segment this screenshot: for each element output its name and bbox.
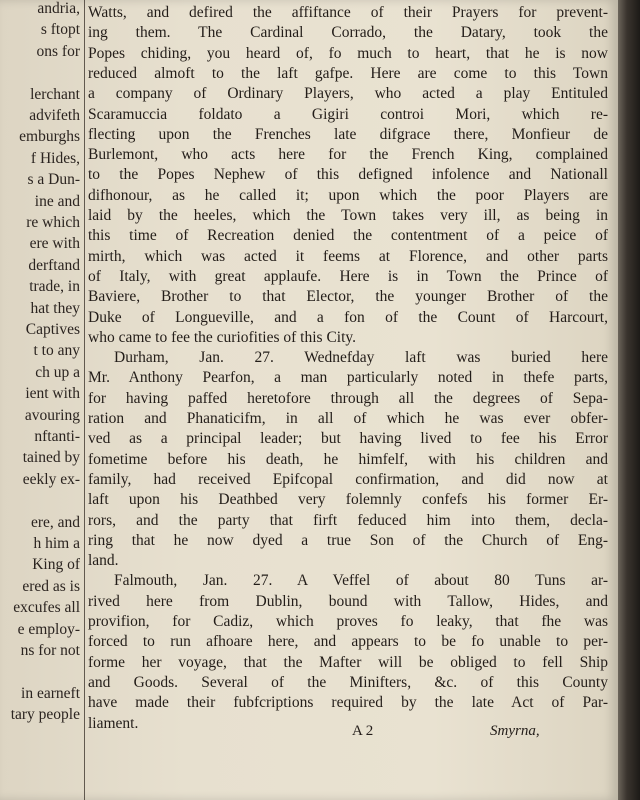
text-line: a company of Ordinary Players, who acted a play Entituled [88,85,608,103]
left-column-line: e employ- [17,620,80,638]
text-line: ing them. The Cardinal Corrado, the Datary, took the [88,24,608,42]
left-column-line: h him a [33,535,80,552]
text-line: rived here from Dublin, bound with Tallow, Hides, and [88,592,608,610]
left-column-line: nftanti- [34,428,80,445]
left-column-line: ered as is [22,577,80,595]
left-column-line: King of [32,556,80,574]
text-line: Scaramuccia foldato a Gigiri controi Mori, which re- [88,105,608,123]
left-column-line [0,62,80,84]
left-column-line: s a Dun- [27,171,80,189]
text-line: mirth, which was acted it feems at Florence, and other parts [88,247,608,265]
left-column-line: re which [26,214,80,231]
text-line: ration and Phanaticifm, in all of which he was ever obfer- [88,410,608,427]
text-line: for having paffed heretofore through all the degrees of Sepa- [88,389,608,407]
left-column-line: emburghs [19,128,80,146]
left-column-line: derftand [28,256,80,274]
left-column-line: ere, and [30,513,80,531]
text-line: who came to fee the curiofities of this City. [88,328,357,346]
text-line: liament. [88,714,139,732]
left-column-line: avouring [24,406,80,424]
text-line: flecting upon the Frenches late difgrace there, Monfieur de [88,125,608,143]
left-column-line: in earneft [21,684,80,702]
left-column-line: andria, [37,0,80,17]
text-line: land. [88,552,119,570]
text-line: provifion, for Cadiz, which proves fo leaky, that fhe was [88,613,608,630]
text-line: and Goods. Several of the Minifters, &c. of this County [88,673,608,691]
left-column-line: lerchant [30,85,80,103]
text-line: Baviere, Brother to that Elector, the younger Brother of the [88,288,608,306]
text-line: difhonour, as he called it; upon which the poor Players are [88,186,608,204]
left-column-line: ient with [25,385,80,403]
left-column-line: ons for [36,42,80,60]
text-line: this time of Recreation denied the contentment of a peice of [88,227,608,245]
left-column-line: excufes all [13,599,80,617]
main-column [88,0,608,800]
text-line: rors, and the party that firft feduced him into them, decla- [88,511,608,529]
printer-signature: A 2 [352,723,374,739]
column-divider [84,0,85,800]
text-line: ved as a principal leader; but having lived to fee his Error [88,430,608,448]
left-column-line: eekly ex- [22,470,80,488]
text-line: Watts, and defired the affiftance of their Prayers for prevent- [88,4,608,21]
left-column-fragment [0,0,80,800]
text-line: forced to run afhoare here, and appears to be fo unable to per- [88,633,608,651]
left-column-line: t to any [33,342,80,360]
left-column-line: ns for not [20,642,80,659]
text-line: Burlemont, who acts here for the French King, complained [88,146,608,164]
left-column-line [0,661,80,683]
page-edge-shadow [618,0,640,800]
left-column-line: s ftopt [40,21,80,39]
text-line: of Italy, with great applaufe. Here is in Town the Prince of [88,267,608,285]
text-line: reduced almoft to the laft gafpe. Here are come to this Town [88,64,608,82]
text-line: Mr. Anthony Pearfon, a man particularly noted in thefe parts, [88,369,608,387]
text-line: have made their fubfcriptions required by the late Act of Par- [88,694,608,712]
text-line: fometime before his death, he himfelf, with his children and [88,450,608,468]
text-line: to the Popes Nephew of this defigned infolence and Nationall [88,166,608,184]
text-line: ring that he now dyed a true Son of the Church of Eng- [88,531,608,549]
left-column-line: ere with [29,235,80,253]
text-line: laft upon his Deathbed very folemnly confefs his former Er- [88,491,608,509]
left-column-line [0,490,80,512]
text-line: forme her voyage, that the Mafter will be obliged to fell Ship [88,653,608,671]
text-line: Falmouth, Jan. 27. A Veffel of about 80 Tuns ar- [114,572,608,590]
left-column-line: Captives [25,321,80,338]
left-column-line: f Hides, [30,149,80,167]
left-column-line: hat they [30,299,80,317]
left-column-line: tary people [10,706,80,724]
catchword: Smyrna, [490,723,540,739]
left-column-line: advifeth [29,107,80,124]
text-line: Duke of Longueville, and a fon of the Count of Harcourt, [88,308,608,326]
text-line: family, had received Epifcopal confirmation, and did now at [88,470,608,488]
left-column-line: tained by [22,449,80,467]
text-line: Popes chiding, you heard of, fo much to heart, that he is now [88,44,608,62]
text-line: laid by the heeles, which the Town takes very ill, as being in [88,207,608,224]
left-column-line: ine and [34,192,80,210]
left-column-line: trade, in [29,278,80,296]
text-line: Durham, Jan. 27. Wednefday laft was buried here [114,349,608,367]
left-column-line: ch up a [35,363,80,381]
